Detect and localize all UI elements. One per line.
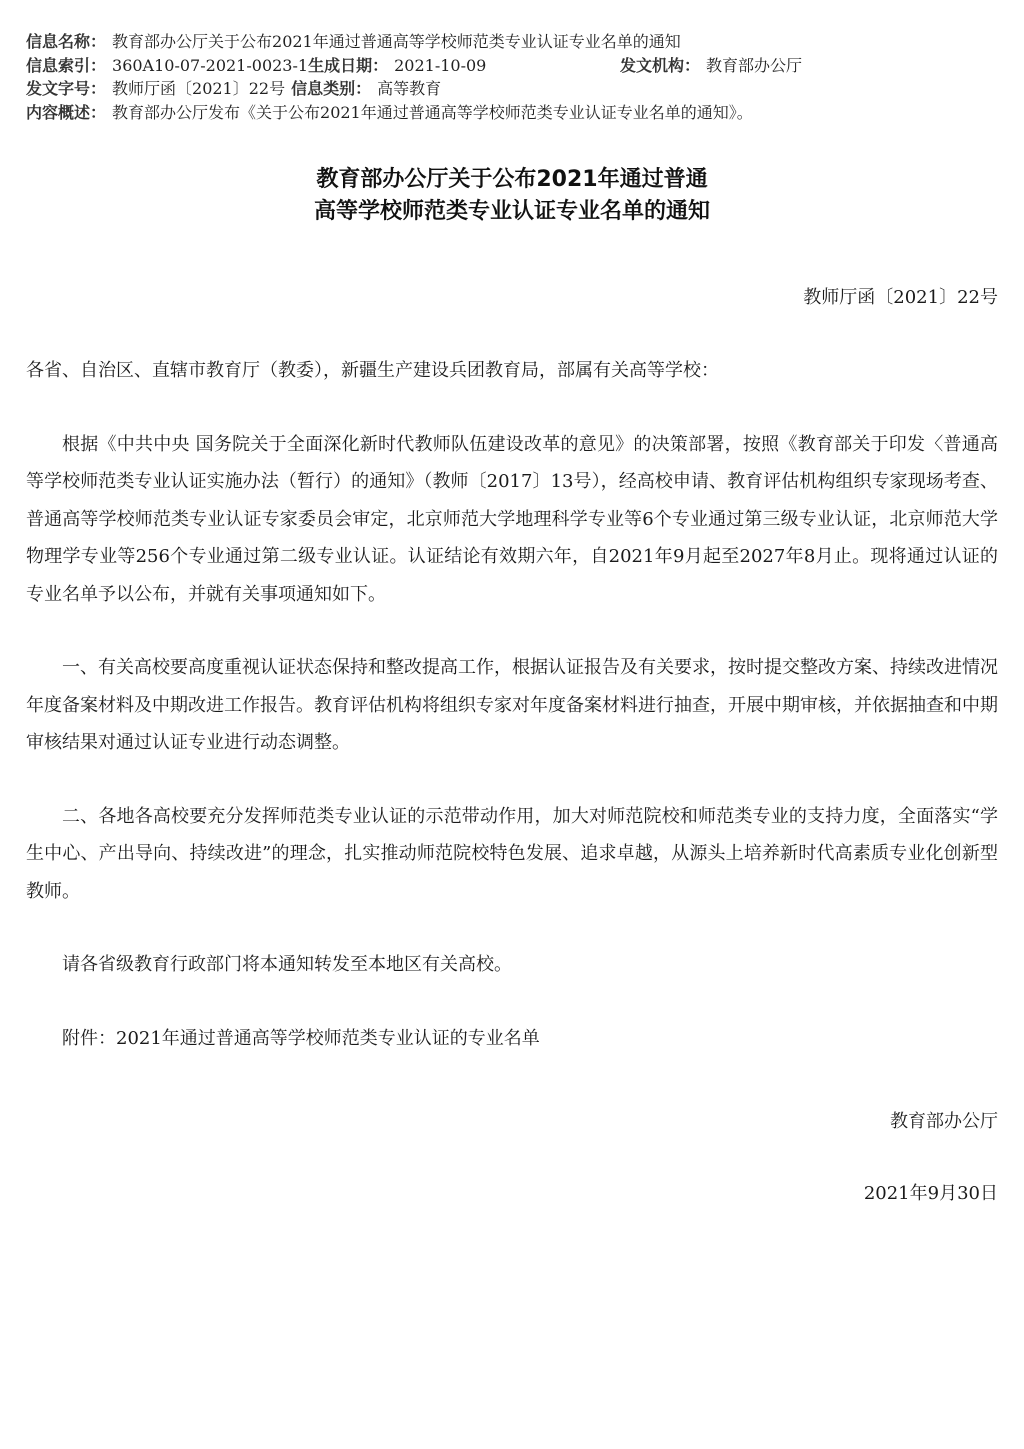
meta-category-value: 高等教育	[377, 79, 442, 98]
meta-summary-value: 教育部办公厅发布《关于公布2021年通过普通高等学校师范类专业认证专业名单的通知》。	[112, 102, 753, 122]
info-metadata	[26, 30, 998, 124]
paragraph-attachment: 附件：2021年通过普通高等学校师范类专业认证的专业名单	[62, 1027, 540, 1049]
paragraph-item-1: 一、有关高校要高度重视认证状态保持和整改提高工作，根据认证报告及有关要求，按时提交整改方案、持续改进情况年度备案材料及中期改进工作报告。教育评估机构将组织专家对年度备案材料进行抽查，开展中期审核，并依据抽查和中期审核结果对通过认证专业进行动态调整。	[26, 657, 998, 753]
meta-issuer	[620, 54, 808, 78]
meta-index-label: 信息索引：	[26, 55, 107, 75]
meta-date-label: 生成日期：	[308, 55, 389, 75]
title-line-1: 教育部办公厅关于公布2021年通过普通	[316, 167, 708, 192]
meta-issuer-label: 发文机构：	[620, 55, 701, 75]
meta-index-value: 360A10-07-2021-0023-1	[112, 55, 309, 75]
document-title	[0, 164, 1024, 228]
paragraph-forward-request: 请各省级教育行政部门将本通知转发至本地区有关高校。	[62, 954, 512, 975]
meta-row-name	[26, 30, 998, 54]
meta-row-summary	[26, 101, 998, 125]
paragraph-intro: 根据《中共中央 国务院关于全面深化新时代教师队伍建设改革的意见》的决策部署，按照《教育部关于印发〈普通高等学校师范类专业认证实施办法（暂行）的通知》（教师〔2017〕13号），经高校申请、教育评估机构组织专家现场考查、普通高等学校师范类专业认证专家委员会审定，北京师范大学地理科学专业等6个专业通过第三级专业认证，北京师范大学物理学专业等256个专业通过第二级专业认证。认证结论有效期六年，自2021年9月起至2027年8月止。现将通过认证的专业名单予以公布，并就有关事项通知如下。	[26, 433, 998, 605]
meta-name-label: 信息名称：	[26, 32, 107, 51]
document-number: 教师厅函〔2021〕22号	[803, 287, 998, 308]
meta-date-value: 2021-10-09	[394, 55, 487, 75]
meta-row-docno	[26, 77, 998, 101]
paragraph-item-2: 二、各地各高校要充分发挥师范类专业认证的示范带动作用，加大对师范院校和师范类专业的支持力度，全面落实“学生中心、产出导向、持续改进”的理念，扎实推动师范院校特色发展、追求卓越，从源头上培养新时代高素质专业化创新型教师。	[26, 805, 998, 902]
title-line-2: 高等学校师范类专业认证专业名单的通知	[313, 199, 710, 224]
meta-row-index	[26, 54, 998, 78]
meta-docno-value: 教师厅函〔2021〕22号	[112, 79, 286, 98]
meta-name-value: 教育部办公厅关于公布2021年通过普通高等学校师范类专业认证专业名单的通知	[112, 32, 681, 51]
document-body	[26, 352, 998, 1093]
signature-date: 2021年9月30日	[863, 1183, 998, 1204]
meta-category-label: 信息类别：	[291, 79, 372, 98]
meta-docno-label: 发文字号：	[26, 79, 107, 98]
signature-org: 教育部办公厅	[890, 1111, 998, 1132]
salutation: 各省、自治区、直辖市教育厅（教委），新疆生产建设兵团教育局，部属有关高等学校：	[26, 360, 719, 381]
meta-issuer-value: 教育部办公厅	[706, 55, 803, 75]
meta-summary-label: 内容概述：	[26, 102, 107, 122]
